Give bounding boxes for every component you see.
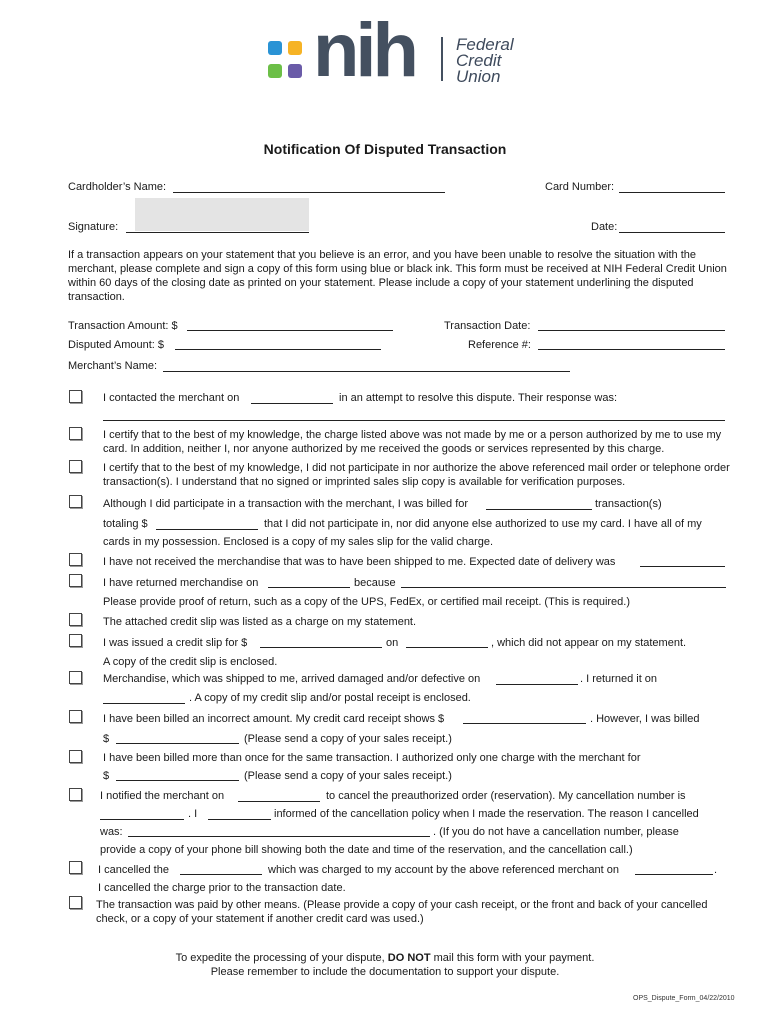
item-credit-slip-enclosed: A copy of the credit slip is enclosed. bbox=[103, 656, 278, 668]
damaged-return-date-field[interactable] bbox=[103, 703, 185, 704]
reference-field[interactable] bbox=[538, 349, 725, 350]
item-not-authorized: I certify that to the best of my knowledge, the charge listed above was not made by me or a person authorized by me to use my card. In addition, neither I, nor anyone authorized by me received the goods or services represented by this charge. bbox=[103, 429, 722, 455]
item-phone-bill: provide a copy of your phone bill showing both the date and time of the reservation, and the cancellation call.) bbox=[100, 844, 633, 856]
signature-label: Signature: bbox=[68, 221, 119, 233]
item-not-received: I have not received the merchandise that was to have been shipped to me. Expected date of delivery was bbox=[103, 556, 616, 568]
item-totaling-label: totaling $ bbox=[103, 518, 148, 530]
checkbox-cancelled-charge[interactable] bbox=[69, 861, 82, 874]
item-billed-dollar: $ bbox=[103, 733, 110, 745]
item-billed-twice-receipt: (Please send a copy of your sales receipt.) bbox=[244, 770, 452, 782]
form-title: Notification Of Disputed Transaction bbox=[263, 141, 507, 157]
item-billed-extra-unit: transaction(s) bbox=[595, 498, 662, 510]
item-totaling-cont: that I did not participate in, nor did anyone else authorized to use my card. I have all of my bbox=[264, 518, 702, 530]
item-cancel-preauthorized: to cancel the preauthorized order (reservation). My cancellation number is bbox=[326, 790, 686, 802]
cardholder-name-label: Cardholder’s Name: bbox=[68, 181, 167, 193]
closing-line-2: Please remember to include the documentation to support your dispute. bbox=[210, 966, 560, 978]
checkbox-billed-extra[interactable] bbox=[69, 495, 82, 508]
transaction-date-field[interactable] bbox=[538, 330, 725, 331]
transaction-amount-label: Transaction Amount: $ bbox=[68, 320, 178, 332]
item-send-receipt: (Please send a copy of your sales receipt.) bbox=[244, 733, 452, 745]
merchant-name-label: Merchant’s Name: bbox=[68, 360, 158, 372]
item-contacted-merchant-cont: in an attempt to resolve this dispute. Their response was: bbox=[339, 392, 617, 404]
logo-union: Union bbox=[456, 67, 501, 86]
totaling-amount-field[interactable] bbox=[156, 529, 258, 530]
signature-field bbox=[126, 232, 309, 233]
card-number-label: Card Number: bbox=[545, 181, 615, 193]
item-informed-policy: informed of the cancellation policy when I made the reservation. The reason I cancelled bbox=[274, 808, 699, 820]
checkbox-damaged[interactable] bbox=[69, 671, 82, 684]
checkbox-billed-twice[interactable] bbox=[69, 750, 82, 763]
checkbox-paid-other-means[interactable] bbox=[69, 896, 82, 909]
checkbox-cancel-reservation[interactable] bbox=[69, 788, 82, 801]
item-reason-was: was: bbox=[100, 826, 123, 838]
billed-amount-field[interactable] bbox=[116, 743, 239, 744]
checkbox-credit-slip-issued[interactable] bbox=[69, 634, 82, 647]
logo-square-yellow bbox=[288, 41, 302, 55]
item-contacted-merchant: I contacted the merchant on bbox=[103, 392, 240, 404]
checkbox-mail-phone-order[interactable] bbox=[69, 460, 82, 473]
item-damaged-enclosed: . A copy of my credit slip and/or postal receipt is enclosed. bbox=[189, 692, 471, 704]
transaction-amount-field[interactable] bbox=[187, 330, 393, 331]
item-credit-slip-on: on bbox=[386, 637, 399, 649]
logo-square-green bbox=[268, 64, 282, 78]
item-incorrect-amount: I have been billed an incorrect amount. My credit card receipt shows $ bbox=[103, 713, 445, 725]
item-cancelled-period: . bbox=[714, 864, 718, 876]
checkbox-contacted-merchant[interactable] bbox=[69, 390, 82, 403]
item-no-cancellation-number: . (If you do not have a cancellation number, please bbox=[433, 826, 679, 838]
form-footer-code: OPS_Dispute_Form_04/22/2010 bbox=[633, 995, 735, 1002]
card-number-field[interactable] bbox=[619, 192, 725, 193]
checkbox-not-received[interactable] bbox=[69, 553, 82, 566]
item-returned: I have returned merchandise on bbox=[103, 577, 259, 589]
contacted-date-field[interactable] bbox=[251, 403, 333, 404]
checkbox-not-authorized[interactable] bbox=[69, 427, 82, 440]
charged-date-field[interactable] bbox=[635, 874, 713, 875]
item-cancel-i: . I bbox=[188, 808, 198, 820]
returned-date-field[interactable] bbox=[268, 587, 350, 588]
disputed-amount-field[interactable] bbox=[175, 349, 381, 350]
logo-credit: Credit bbox=[456, 51, 502, 70]
item-cards-possession: cards in my possession. Enclosed is a copy of my sales slip for the valid charge. bbox=[103, 536, 494, 548]
intro-paragraph: If a transaction appears on your statement that you believe is an error, and you have been unable to resolve the situation with the merchant, please complete and sign a copy of this form using blue or black ink. This form must be received at NIH Federal Credit Union within 60 days of the closing date as printed on your statement. Please include a copy of your statement underlining the disputed transaction. bbox=[68, 249, 727, 303]
cancellation-number-field[interactable] bbox=[100, 819, 184, 820]
item-credit-slip-issued: I was issued a credit slip for $ bbox=[103, 637, 248, 649]
transaction-date-label: Transaction Date: bbox=[444, 320, 531, 332]
date-field[interactable] bbox=[619, 232, 725, 233]
logo-divider bbox=[441, 37, 443, 81]
disputed-amount-label: Disputed Amount: $ bbox=[68, 339, 165, 351]
closing-line-1c: mail this form with your payment. bbox=[433, 952, 595, 964]
item-billed-extra: Although I did participate in a transaction with the merchant, I was billed for bbox=[103, 498, 469, 510]
item-returned-proof: Please provide proof of return, such as a copy of the UPS, FedEx, or certified mail receipt. (This is required.) bbox=[103, 596, 631, 608]
closing-do-not: DO NOT bbox=[387, 952, 431, 964]
cancelled-item-field[interactable] bbox=[180, 874, 262, 875]
item-mail-phone-order: I certify that to the best of my knowledge, I did not participate in nor authorize the above referenced mail order or telephone order transaction(s). I understand that no signed or imprinted sales slip copy is available for verification purposes. bbox=[103, 462, 730, 488]
damaged-date-field[interactable] bbox=[496, 684, 578, 685]
item-cancelled-prior: I cancelled the charge prior to the transaction date. bbox=[98, 882, 346, 894]
closing-line-1a: To expedite the processing of your dispute, bbox=[175, 952, 385, 964]
cancel-reason-field[interactable] bbox=[128, 836, 430, 837]
item-incorrect-amount-cont: . However, I was billed bbox=[590, 713, 700, 725]
signature-box[interactable] bbox=[135, 198, 309, 231]
item-returned-because: because bbox=[354, 577, 396, 589]
closing-line-1 bbox=[0, 951, 770, 965]
merchant-name-field[interactable] bbox=[163, 371, 570, 372]
notified-date-field[interactable] bbox=[238, 801, 320, 802]
credit-slip-amount-field[interactable] bbox=[260, 647, 382, 648]
credit-slip-date-field[interactable] bbox=[406, 647, 488, 648]
checkbox-credit-slip-charge[interactable] bbox=[69, 613, 82, 626]
item-charged-to-account: which was charged to my account by the above referenced merchant on bbox=[268, 864, 619, 876]
item-credit-slip-charge: The attached credit slip was listed as a charge on my statement. bbox=[103, 616, 417, 628]
receipt-amount-field[interactable] bbox=[463, 723, 586, 724]
transaction-count-field[interactable] bbox=[486, 509, 592, 510]
checkbox-incorrect-amount[interactable] bbox=[69, 710, 82, 723]
item-billed-twice-dollar: $ bbox=[103, 770, 110, 782]
checkbox-returned[interactable] bbox=[69, 574, 82, 587]
cardholder-name-field[interactable] bbox=[173, 192, 445, 193]
date-label: Date: bbox=[591, 221, 618, 233]
was-not-field[interactable] bbox=[208, 819, 271, 820]
logo-square-purple bbox=[288, 64, 302, 78]
authorized-amount-field[interactable] bbox=[116, 780, 239, 781]
item-credit-slip-cont: , which did not appear on my statement. bbox=[491, 637, 687, 649]
merchant-response-field[interactable] bbox=[103, 420, 725, 421]
reference-label: Reference #: bbox=[468, 339, 531, 351]
item-returned-on: . I returned it on bbox=[580, 673, 658, 685]
delivery-date-field[interactable] bbox=[640, 566, 725, 567]
logo-square-blue bbox=[268, 41, 282, 55]
item-billed-twice: I have been billed more than once for the same transaction. I authorized only one charge with the merchant for bbox=[103, 752, 641, 764]
item-cancelled-the: I cancelled the bbox=[98, 864, 169, 876]
item-paid-other-means: The transaction was paid by other means. (Please provide a copy of your cash receipt, or the front and back of your cancelled check, or a copy of your statement if another credit card was used.) bbox=[96, 899, 708, 925]
item-notified-merchant: I notified the merchant on bbox=[100, 790, 225, 802]
item-damaged: Merchandise, which was shipped to me, arrived damaged and/or defective on bbox=[103, 673, 481, 685]
logo-federal: Federal bbox=[456, 35, 514, 54]
return-reason-field[interactable] bbox=[401, 587, 726, 588]
logo-wordmark: nih bbox=[313, 8, 415, 93]
